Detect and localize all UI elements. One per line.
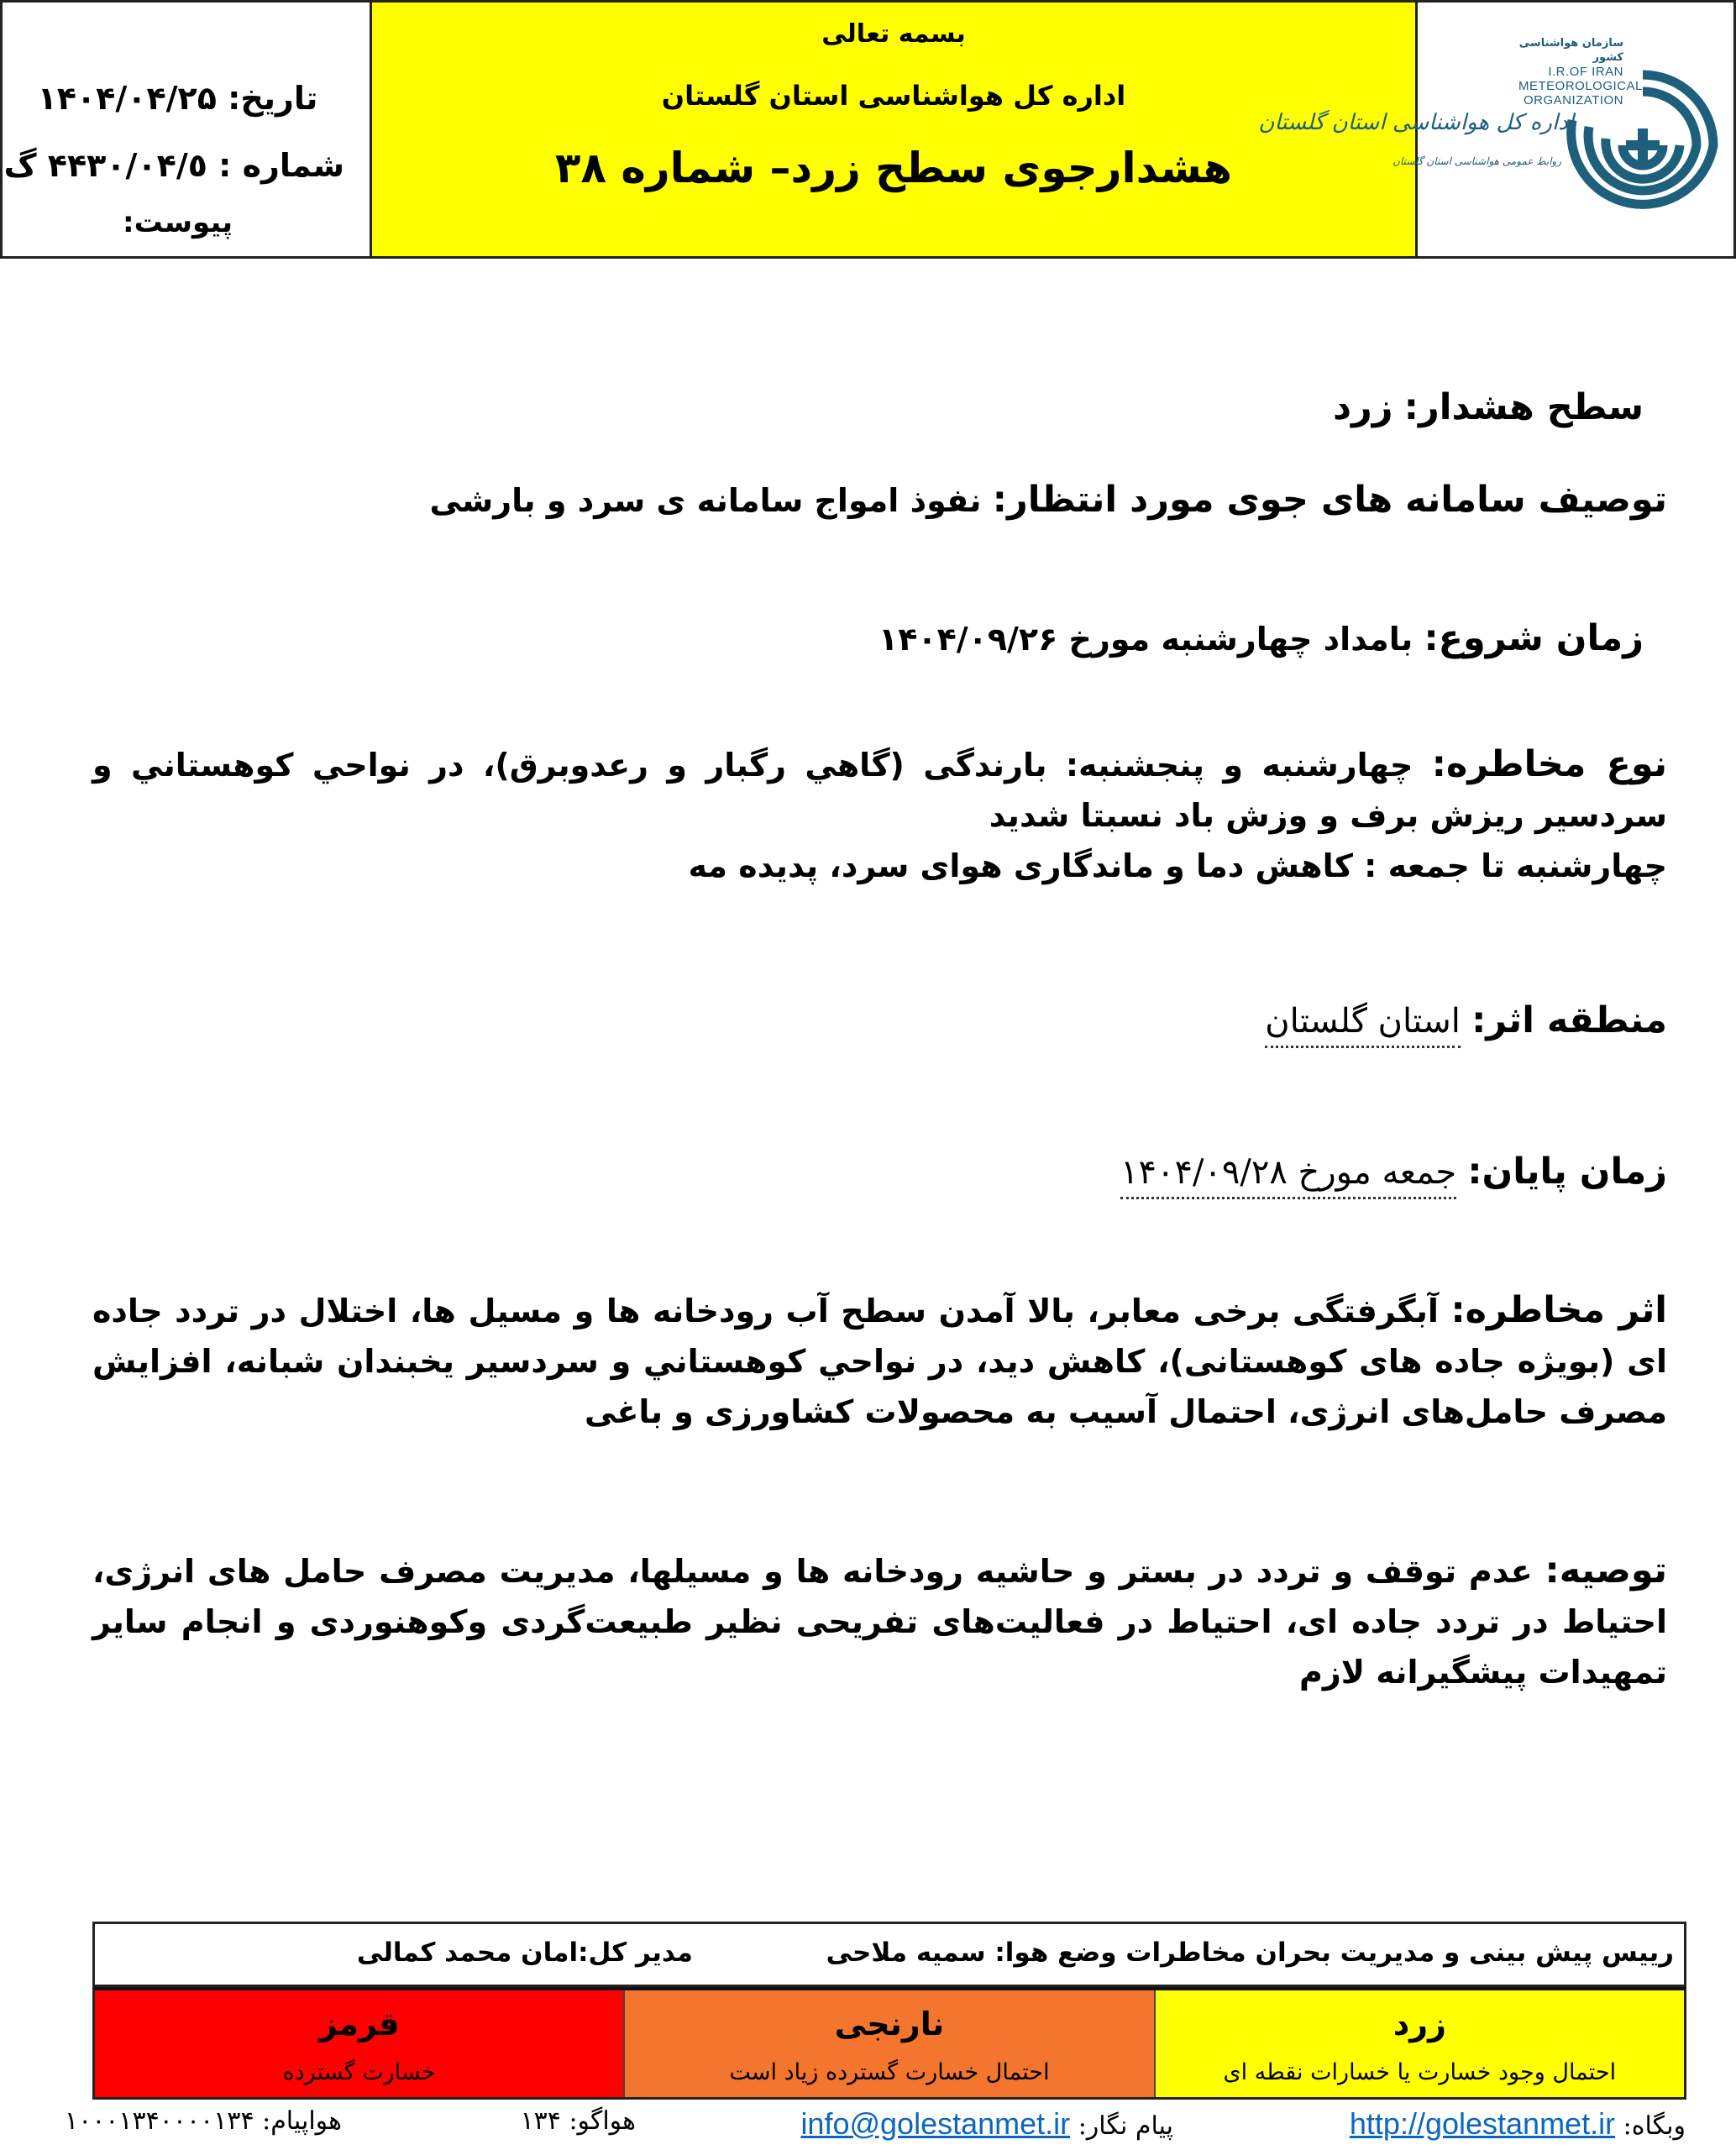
director-signature: مدیر کل:امان محمد کمالی (356, 1938, 693, 1968)
system-description-value: نفوذ امواج سامانه ی سرد و بارشی (429, 482, 982, 519)
website-label: وبگاه: (1623, 2111, 1686, 2141)
hotline-value: ۱۳۴ (520, 2106, 561, 2136)
sms-label: هواپیام: (262, 2106, 342, 2136)
date-line (11, 80, 344, 117)
reference-box (3, 3, 372, 256)
start-time-value: بامداد چهارشنبه مورخ ۱۴۰۴/۰۹/۲۶ (878, 621, 1413, 658)
website-link[interactable]: http://golestanmet.ir (1349, 2106, 1616, 2141)
hazard-type-line-1: چهارشنبه و پنجشنبه: بارندگی (گاهي رگبار و رعدوبرق)، در نواحي كوهستاني و سردسیر ریزش برف و وزش باد نسبتا شدید (92, 747, 1667, 834)
page-title: هشدارجوی سطح زرد– شماره ۳۸ (554, 144, 1233, 192)
email-link[interactable]: info@golestanmet.ir (800, 2106, 1071, 2141)
advice (92, 1545, 1667, 1697)
level-orange-desc: احتمال خسارت گسترده زیاد است (729, 2059, 1050, 2085)
invocation: بسمه تعالی (821, 19, 966, 49)
number-line (3, 147, 344, 184)
sms-line (65, 2106, 342, 2143)
end-time (92, 1146, 1667, 1198)
signature-table (92, 1922, 1686, 2100)
level-red-name: قرمز (318, 2006, 400, 2042)
hazard-impact (92, 1285, 1667, 1437)
level-orange-name: نارنجی (834, 2006, 945, 2042)
affected-area (92, 995, 1667, 1046)
logo-org-en-2: METEOROLOGICAL (1518, 79, 1643, 93)
warning-level-label: سطح هشدار: (1403, 386, 1644, 428)
logo (1258, 3, 1733, 256)
date-label: تاریخ: (228, 80, 318, 117)
hazard-type (92, 739, 1667, 891)
affected-area-label: منطقه اثر: (1471, 999, 1667, 1041)
level-red-desc: خسارت گسترده (282, 2059, 436, 2085)
hazard-impact-value: آبگرفتگی برخی معابر، بالا آمدن سطح آب رودخانه ها و مسیل ها، اختلال در تردد جاده ای (بویژه جاده های کوهستانی)، کاهش دید، در نواحي كوهستاني و سردسیر یخبندان شبانه، افزایش مصرف حامل‌های انرژی، احتمال آسیب به محصولات کشاورزی و باغی (92, 1293, 1667, 1430)
level-yellow-desc: احتمال وجود خسارت یا خسارات نقطه ای (1223, 2059, 1617, 2085)
logo-text-en (1518, 36, 1643, 108)
logo-org-en-3: ORGANIZATION (1523, 93, 1623, 108)
system-description-label: توصیف سامانه های جوی مورد انتظار: (992, 479, 1667, 521)
affected-area-value: استان گلستان (1265, 1002, 1461, 1048)
hotline-line (521, 2106, 636, 2143)
email-line (800, 2106, 1173, 2143)
forecast-head-signature: رییس پیش بینی و مدیریت بحران مخاطرات وضع هوا: سمیه ملاحی (826, 1938, 1674, 1968)
number-label: شماره : (218, 147, 344, 184)
hazard-type-label: نوع مخاطره: (1431, 743, 1667, 785)
logo-org-fa-main: اداره کل هواشناسی استان گلستان (1258, 110, 1574, 135)
level-yellow-name: زرد (1392, 2006, 1446, 2042)
start-time-label: زمان شروع: (1424, 617, 1644, 659)
start-time (92, 613, 1644, 664)
end-time-label: زمان پایان: (1467, 1151, 1667, 1193)
website-line (1350, 2106, 1686, 2143)
end-time-value: جمعه مورخ ۱۴۰۴/۰۹/۲۸ (1120, 1153, 1456, 1199)
logo-org-fa-sub: روابط عمومی هواشناسی استان گلستان (1392, 155, 1561, 167)
hotline-label: هواگو: (569, 2106, 636, 2136)
advice-label: توصیه: (1545, 1550, 1668, 1592)
level-yellow (1154, 1990, 1684, 2097)
date-value: ۱۴۰۴/۰۴/۲۵ (37, 80, 217, 117)
advice-value: عدم توقف و تردد در بستر و حاشیه رودخانه ها و مسیلها، مدیریت مصرف حامل های انرژی، احتیاط در تردد جاده ای، احتیاط در فعالیت‌های تفریحی نظیر طبیعت‌گردی وکوهنوردی و انجام سایر تمهیدات پیشگیرانه لازم (92, 1553, 1667, 1691)
email-label: پیام نگار: (1078, 2111, 1173, 2141)
level-red (95, 1990, 623, 2097)
signatures-row (92, 1922, 1686, 1987)
warning-level-value: زرد (1332, 386, 1393, 428)
logo-org-en-1: I.R.OF IRAN (1548, 65, 1623, 79)
document-header (0, 0, 1736, 259)
warning-levels-legend (92, 1987, 1686, 2100)
logo-org-fa-top: سازمان هواشناسی کشور (1518, 37, 1623, 64)
attachment-label: پیوست: (123, 206, 233, 239)
system-description (92, 475, 1667, 526)
hazard-type-line-2: چهارشنبه تا جمعه : کاهش دما و ماندگاری هوای سرد، پدیده مه (688, 847, 1667, 884)
organization-name: اداره کل هواشناسی استان گلستان (661, 80, 1126, 112)
number-value: ۴۴۳۰/۰۴/٥ گ (3, 147, 207, 184)
sms-value: ۱۰۰۰۱۳۴۰۰۰۰۱۳۴ (64, 2106, 254, 2136)
level-orange (623, 1990, 1153, 2097)
warning-level (92, 382, 1644, 433)
hazard-impact-label: اثر مخاطره: (1450, 1289, 1667, 1331)
